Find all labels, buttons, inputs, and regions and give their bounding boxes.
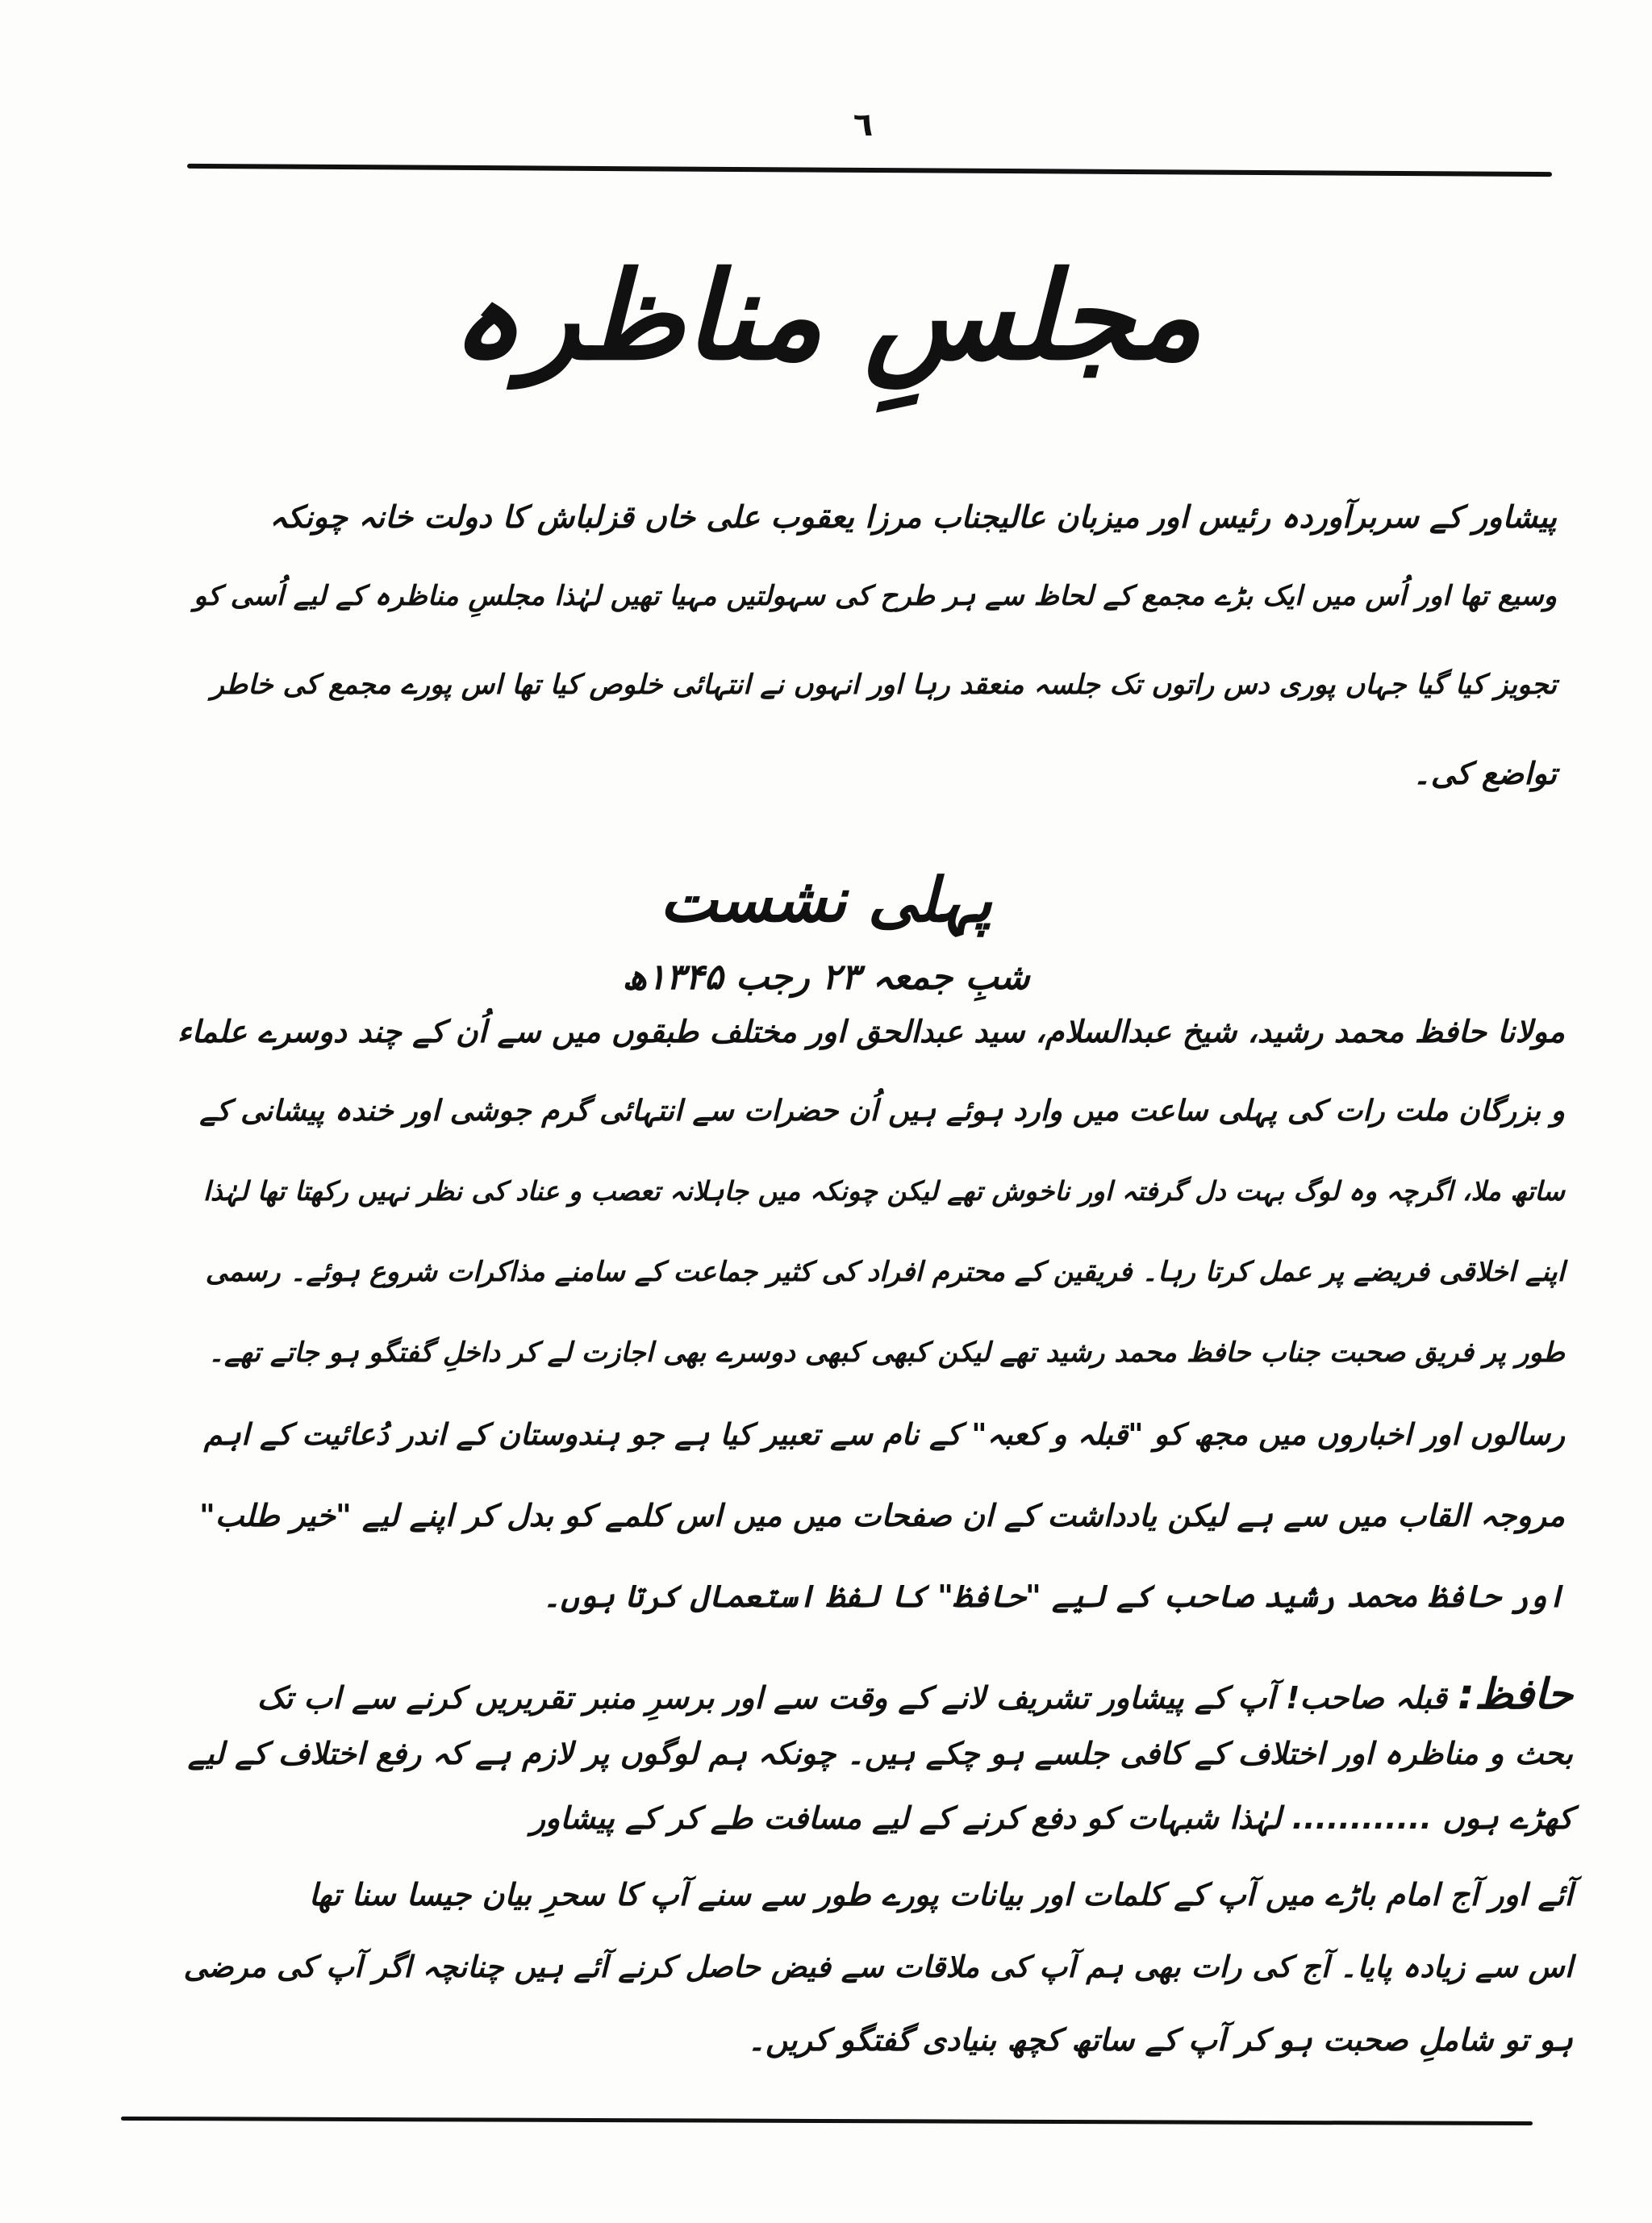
speaker-label: حافظ: [1458,1670,1573,1719]
speech-line-2: بحث و مناظرہ اور اختلاف کے کافی جلسے ہو چکے ہیں۔ چونکہ ہم لوگوں پر لازم ہے کہ رفع اختلاف کے لیے [187,1736,1573,1771]
speech-line-1 [257,1670,1573,1719]
speech-line-6: ہو تو شاملِ صحبت ہو کر آپ کے ساتھ کچھ بنیادی گفتگو کریں۔ [747,2022,1573,2058]
body-line-6: رسالوں اور اخباروں میں مجھ کو "قبلہ و کعبہ" کے نام سے تعبیر کیا ہے جو ہندوستان کے اندر دُعائیت کے اہم [203,1417,1565,1452]
body-line-7: مروجہ القاب میں سے ہے لیکن یادداشت کے ان صفحات میں میں اس کلمے کو بدل کر اپنے لیے "خیر طلب" [198,1498,1565,1533]
body-line-3: ساتھ ملا، اگرچہ وہ لوگ بہت دل گرفتہ اور ناخوش تھے لیکن چونکہ میں جاہلانہ تعصب و عناد کی نظر نہیں رکھتا تھا لہٰذا [202,1175,1565,1207]
bottom-rule [121,2117,1533,2125]
body-line-5: طور پر فریق صحبت جناب حافظ محمد رشید تھے لیکن کبھی کبھی دوسرے بھی اجازت لے کر داخلِ گفتگو ہو جاتے تھے۔ [208,1337,1565,1369]
body-line-4: اپنے اخلاقی فریضے پر عمل کرتا رہا۔ فریقین کے محترم افراد کی کثیر جماعت کے سامنے مذاکرات شروع ہوئے۔ رسمی [205,1256,1565,1288]
intro-paragraph [186,499,1557,840]
intro-line-1: پیشاور کے سربرآوردہ رئیس اور میزبان عالیجناب مرزا یعقوب علی خاں قزلباش کا دولت خانہ چونکہ [269,499,1557,535]
page-number: ٦ [853,106,874,144]
session-date: شبِ جمعہ ۲۳ رجب ۱۳۴۵ھ [622,957,1030,998]
body-line-8: اور حافظ محمد رشید صاحب کے لیے "حافظ" کا لفظ استعمال کرتا ہوں۔ [542,1579,1565,1614]
body-line-2: و بزرگان ملت رات کی پہلی ساعت میں وارد ہوئے ہیں اُن حضرات سے انتہائی گرم جوشی اور خندہ پیشانی کے [199,1095,1565,1128]
speech-line-5: اس سے زیادہ پایا۔ آج کی رات بھی ہم آپ کی ملاقات سے فیض حاصل کرنے آئے ہیں چنانچہ اگر آپ کی مرضی [183,1950,1573,1984]
speech-line-4: آئے اور آج امام باڑے میں آپ کے کلمات اور بیانات پورے طور سے سنے آپ کا سحرِ بیان جیسا سنا تھا [308,1877,1573,1912]
intro-line-2: وسیع تھا اور اُس میں ایک بڑے مجمع کے لحاظ سے ہر طرح کی سہولتیں مہیا تھیں لہٰذا مجلسِ مناظرہ کے لیے اُسی کو [194,580,1557,612]
page-title: مجلسِ مناظرہ [450,247,1202,387]
top-rule [187,164,1552,177]
speech-line-1-text: قبلہ صاحب! آپ کے پیشاور تشریف لانے کے وقت سے اور برسرِ منبر تقریریں کرنے سے اب تک [257,1680,1447,1716]
narrative-paragraph [169,1016,1565,1662]
intro-line-3: تجویز کیا گیا جہاں پوری دس راتوں تک جلسہ منعقد رہا اور انہوں نے انتہائی خلوص کیا تھا اس پورے مجمع کی خاطر [211,669,1557,701]
speech-paragraph [153,1670,1573,2085]
session-heading: پہلی نشست [659,864,993,936]
intro-line-4: تواضع کی۔ [1412,756,1557,791]
speech-line-3: کھڑے ہوں ............ لہٰذا شبہات کو دفع کرنے کے لیے مسافت طے کر کے پیشاور [530,1800,1573,1836]
body-line-1: مولانا حافظ محمد رشید، شیخ عبدالسلام، سید عبدالحق اور مختلف طبقوں میں سے اُن کے چند دوسرے علماء [177,1014,1565,1049]
